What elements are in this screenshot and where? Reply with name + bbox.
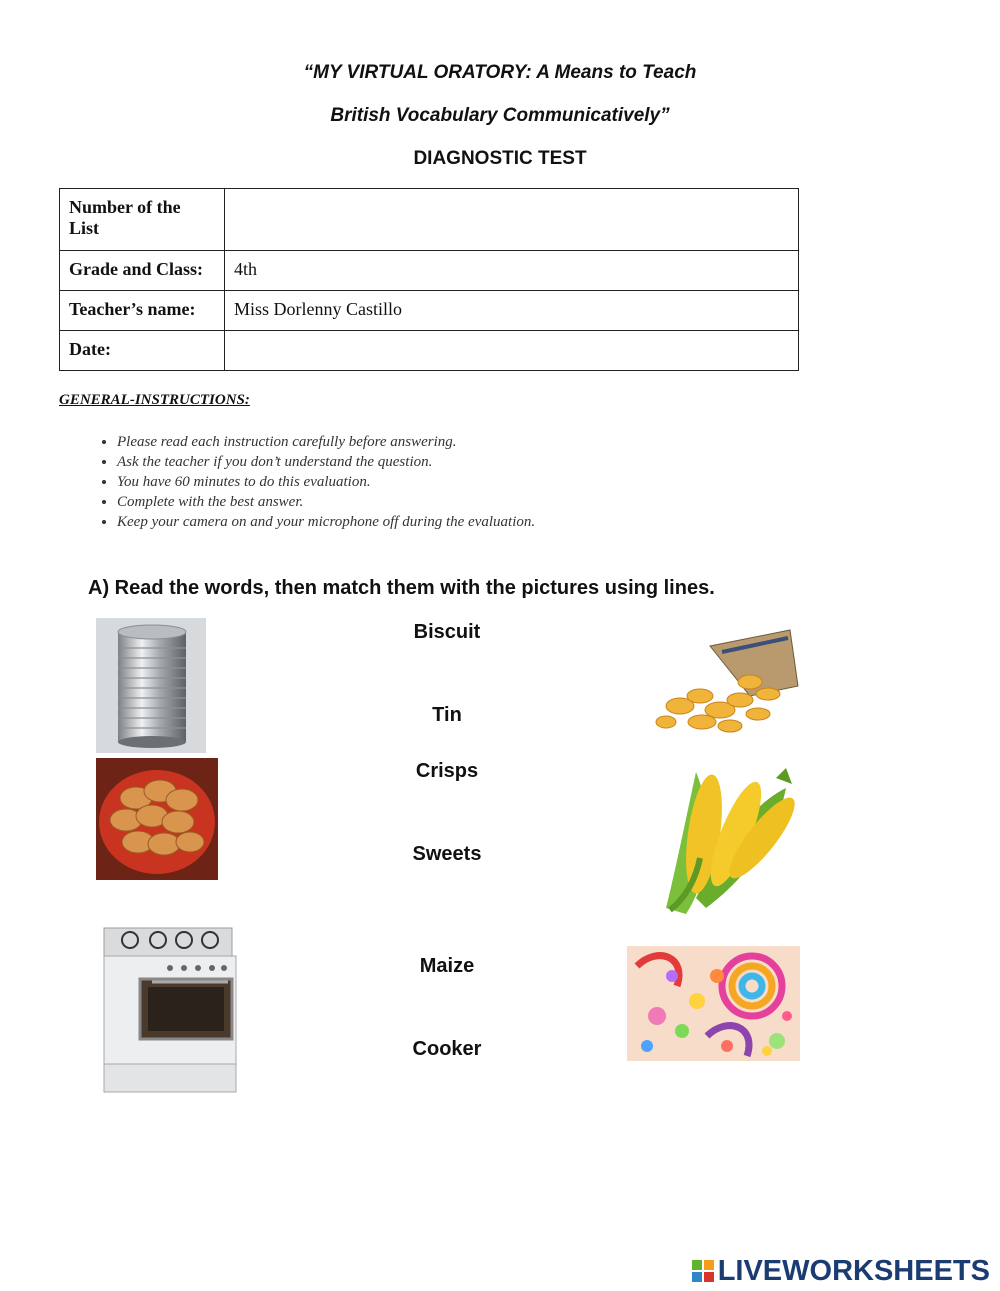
list-number-value[interactable] bbox=[225, 189, 799, 251]
word-maize[interactable]: Maize bbox=[419, 955, 475, 977]
cooker-icon bbox=[100, 924, 238, 1100]
list-number-label: Number of the List bbox=[60, 189, 225, 251]
liveworksheets-logo-icon bbox=[692, 1260, 714, 1282]
table-row bbox=[60, 291, 799, 331]
biscuits-picture[interactable] bbox=[96, 758, 218, 880]
cooker-picture[interactable] bbox=[100, 924, 238, 1100]
word-crisps[interactable]: Crisps bbox=[415, 760, 479, 782]
test-name: DIAGNOSTIC TEST bbox=[413, 148, 587, 169]
maize-picture[interactable] bbox=[656, 758, 800, 918]
word-biscuit[interactable]: Biscuit bbox=[413, 621, 481, 643]
document-title-line-1: “MY VIRTUAL ORATORY: A Means to Teach bbox=[303, 62, 697, 83]
tin-can-picture[interactable] bbox=[96, 618, 206, 753]
liveworksheets-logo bbox=[692, 1253, 990, 1289]
word-cooker[interactable]: Cooker bbox=[412, 1038, 482, 1060]
list-item: • Keep your camera on and your microphone off during the evaluation. bbox=[117, 512, 535, 532]
section-a-heading: A) Read the words, then match them with the pictures using lines. bbox=[88, 577, 715, 599]
teacher-name-value[interactable]: Miss Dorlenny Castillo bbox=[225, 291, 799, 331]
sweets-picture[interactable] bbox=[627, 946, 800, 1061]
table-row bbox=[60, 189, 799, 251]
grade-class-value[interactable]: 4th bbox=[225, 251, 799, 291]
word-tin[interactable]: Tin bbox=[432, 704, 462, 726]
word-sweets[interactable]: Sweets bbox=[412, 843, 482, 865]
date-value[interactable] bbox=[225, 331, 799, 371]
crisps-icon bbox=[640, 626, 800, 742]
maize-icon bbox=[656, 758, 800, 918]
teacher-name-label: Teacher’s name: bbox=[60, 291, 225, 331]
crisps-picture[interactable] bbox=[640, 626, 800, 742]
instructions-heading: GENERAL-INSTRUCTIONS: bbox=[59, 392, 250, 408]
tin-can-icon bbox=[96, 618, 206, 753]
list-item: • Ask the teacher if you don’t understand the question. bbox=[117, 452, 535, 472]
table-row bbox=[60, 331, 799, 371]
sweets-icon bbox=[627, 946, 800, 1061]
document-title-line-2: British Vocabulary Communicatively” bbox=[330, 105, 670, 126]
list-item: • You have 60 minutes to do this evaluation. bbox=[117, 472, 535, 492]
table-row bbox=[60, 251, 799, 291]
list-item: • Complete with the best answer. bbox=[117, 492, 535, 512]
grade-class-label: Grade and Class: bbox=[60, 251, 225, 291]
date-label: Date: bbox=[60, 331, 225, 371]
list-item: • Please read each instruction carefully before answering. bbox=[117, 432, 535, 452]
instructions-list bbox=[60, 432, 535, 532]
biscuits-icon bbox=[96, 758, 218, 880]
student-info-table bbox=[59, 188, 799, 371]
liveworksheets-logo-text: LIVEWORKSHEETS bbox=[717, 1254, 990, 1287]
